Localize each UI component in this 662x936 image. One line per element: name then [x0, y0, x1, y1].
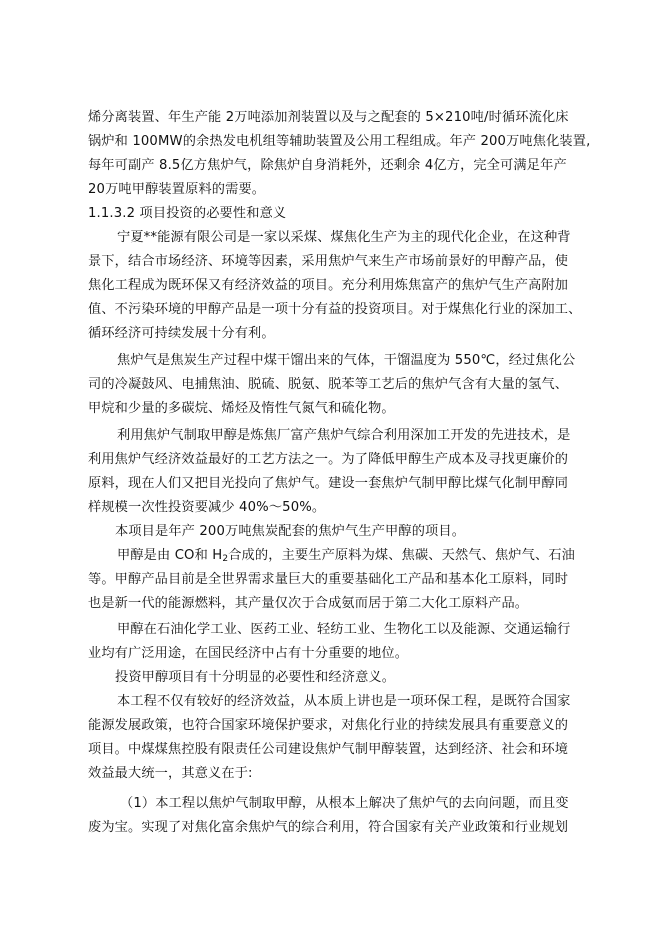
paragraph-line: 甲烷和少量的多碳烷、烯烃及惰性气氮气和硫化物。: [88, 401, 395, 416]
paragraph-line: 焦化工程成为既环保又有经济效益的项目。充分利用炼焦富产的焦炉气生产高附加: [88, 278, 569, 293]
paragraph-line: 甲醇在石油化学工业、医药工业、轻纺工业、生物化工以及能源、交通运输行: [117, 622, 571, 637]
paragraph-line: 烯分离装置、年生产能 2万吨添加剂装置以及与之配套的 5×210吨/时循环流化床: [88, 110, 569, 125]
paragraph-line: 循环经济可持续发展十分有利。: [88, 326, 275, 341]
paragraph-line: 投资甲醇项目有十分明显的必要性和经济意义。: [115, 670, 396, 685]
paragraph-line: 本项目是年产 200万吨焦炭配套的焦炉气生产甲醇的项目。: [115, 524, 466, 539]
paragraph-line: 每年可副产 8.5亿方焦炉气，除焦炉自身消耗外，还剩余 4亿方，完全可满足年产: [88, 158, 567, 173]
paragraph-line: 20万吨甲醇装置原料的需要。: [88, 182, 266, 197]
paragraph-line: 利用焦炉气制取甲醇是炼焦厂富产焦炉气综合利用深加工开发的先进技术，是: [117, 428, 571, 443]
paragraph-line: 值、不污染环境的甲醇产品是一项十分有益的投资项目。对于煤焦化行业的深加工、: [88, 302, 582, 317]
paragraph-line: [117, 548, 617, 564]
paragraph-line: 业均有广泛用途，在国民经济中占有十分重要的地位。: [88, 646, 409, 661]
paragraph-line: 废为宝。实现了对焦化富余焦炉气的综合利用，符合国家有关产业政策和行业规划: [88, 820, 569, 835]
paragraph-line: 原料，现在人们又把目光投向了焦炉气。建设一套焦炉气制甲醇比煤气化制甲醇同: [88, 476, 569, 491]
paragraph-line: （1）本工程以焦炉气制取甲醇，从根本上解决了焦炉气的去向问题，而且变: [120, 796, 569, 811]
text-run: 合成的，主要生产原料为煤、焦碳、天然气、焦炉气、石油: [228, 548, 575, 563]
section-heading: 1.1.3.2 项目投资的必要性和意义: [88, 206, 287, 221]
paragraph-line: 也是新一代的能源燃料，其产量仅次于合成氨而居于第二大化工原料产品。: [88, 596, 529, 611]
paragraph-line: 锅炉和 100MW的余热发电机组等辅助装置及公用工程组成。年产 200万吨焦化装置,: [88, 134, 591, 149]
paragraph-line: 利用焦炉气经济效益最好的工艺方法之一。为了降低甲醇生产成本及寻找更廉价的: [88, 452, 569, 467]
paragraph-line: 样规模一次性投资要减少 40%～50%。: [88, 500, 326, 515]
paragraph-line: 宁夏**能源有限公司是一家以采煤、煤焦化生产为主的现代化企业，在这种背: [117, 230, 571, 245]
paragraph-line: 焦炉气是焦炭生产过程中煤干馏出来的气体，干馏温度为 550℃，经过焦化公: [117, 353, 576, 368]
subscript-2: 2: [222, 554, 229, 564]
paragraph-line: 能源发展政策，也符合国家环境保护要求，对焦化行业的持续发展具有重要意义的: [88, 718, 569, 733]
text-run: 甲醇是由 CO和 H: [117, 548, 223, 563]
paragraph-line: 等。甲醇产品目前是全世界需求量巨大的重要基础化工产品和基本化工原料，同时: [88, 572, 569, 587]
paragraph-line: 项目。中煤煤焦控股有限责任公司建设焦炉气制甲醇装置，达到经济、社会和环境: [88, 742, 569, 757]
paragraph-line: 效益最大统一，其意义在于:: [88, 766, 253, 781]
paragraph-line: 司的冷凝鼓风、电捕焦油、脱硫、脱氨、脱苯等工艺后的焦炉气含有大量的氢气、: [88, 377, 569, 392]
paragraph-line: 景下，结合市场经济、环境等因素，采用焦炉气来生产市场前景好的甲醇产品，使: [88, 254, 569, 269]
paragraph-line: 本工程不仅有较好的经济效益，从本质上讲也是一项环保工程，是既符合国家: [117, 694, 571, 709]
